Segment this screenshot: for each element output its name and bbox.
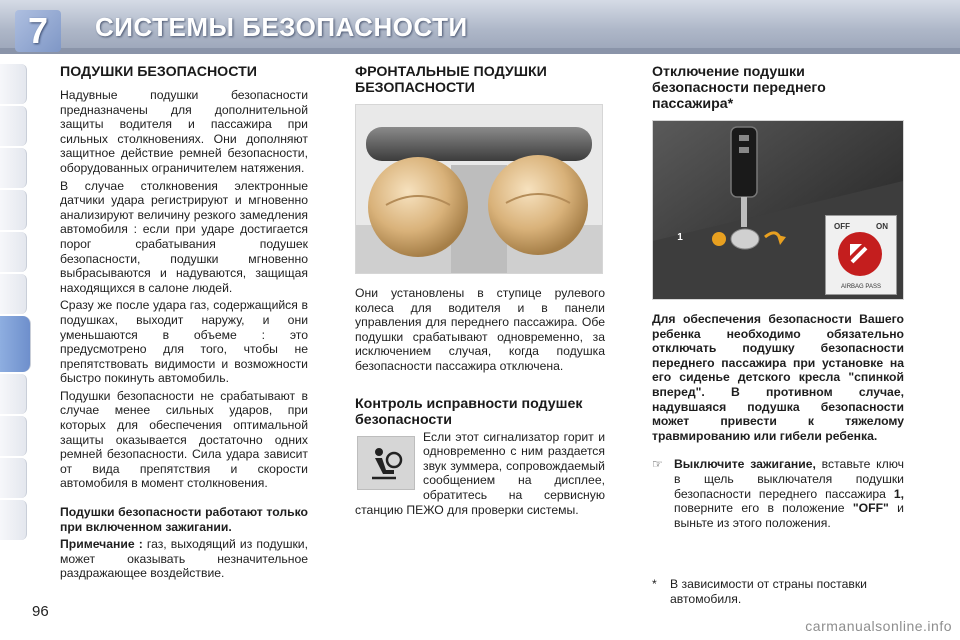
- column-airbags-intro: [60, 64, 308, 584]
- paragraph: Они установлены в ступице рулевого колеса для водителя и в панели управления для переднего пассажира. Обе подушки срабатывают одновременно, за исключением случая, когда подушка безопасности пассажира отключена.: [355, 286, 605, 373]
- off-on-inset: [825, 215, 897, 295]
- off-position-ref: "OFF": [852, 501, 889, 516]
- chapter-tab[interactable]: [0, 374, 27, 414]
- inset-off-label: OFF: [834, 222, 850, 231]
- inset-caption: AIRBAG PASS: [841, 284, 881, 290]
- note-label: Примечание :: [60, 537, 143, 552]
- section-heading: ФРОНТАЛЬНЫЕ ПОДУШКИ БЕЗОПАСНОСТИ: [355, 64, 547, 96]
- child-seat-warning: Для обеспечения безопасности Вашего ребенка необходимо обязательно отключать подушку безопасности переднего пассажира при установке на его сиденье детского кресла "спинкой вперед". В противном случае, надувшаяся подушка безопасности может привести к тяжелому травмированию или гибели ребенка.: [652, 312, 904, 443]
- section-heading: ПОДУШКИ БЕЗОПАСНОСТИ: [60, 64, 257, 80]
- paragraph: Сразу же после удара газ, содержащийся в подушках, выходит наружу, и они уменьшаются в объеме : это предусмотрено для того, чтобы не препятствовать видимости и возможности быстро покинуть автомобиль.: [60, 298, 308, 386]
- chapter-tab[interactable]: [0, 190, 27, 230]
- airbag-switch-illustration: [652, 120, 904, 300]
- instruction-part: поверните его в положение: [674, 501, 853, 516]
- chapter-tab[interactable]: [0, 500, 27, 540]
- page-number: 96: [32, 603, 49, 620]
- instruction-part: вставьте ключ в щель выключателя подушки безопасности переднего пассажира: [674, 457, 904, 501]
- chapter-tab[interactable]: [0, 148, 27, 188]
- header-underline: [0, 48, 960, 54]
- chapter-tab[interactable]: [0, 458, 27, 498]
- callout-number: 1: [677, 232, 683, 243]
- airbag-warning-lamp: [357, 436, 415, 490]
- footnote-mark: *: [652, 577, 657, 591]
- instruction-text: [674, 457, 904, 530]
- pointing-hand-icon: ☞: [652, 457, 663, 472]
- chapter-title: СИСТЕМЫ БЕЗОПАСНОСТИ: [95, 12, 468, 42]
- chapter-tab[interactable]: [0, 106, 27, 146]
- instruction-part: и выньте из этого положения.: [674, 501, 904, 530]
- watermark: carmanualsonline.info: [805, 618, 952, 634]
- section-heading: Отключение подушки безопасности переднего пассажира*: [652, 64, 826, 112]
- note-text: газ, выходящий из подушки, может оказывать незначительное раздражающее воздействие.: [60, 537, 308, 581]
- airbag-warning-icon: [366, 443, 406, 483]
- airbags-deployed-image: [356, 105, 602, 273]
- chapter-tab-active[interactable]: [0, 316, 31, 372]
- footnote: [652, 577, 904, 606]
- chapter-tab-strip: [0, 64, 26, 542]
- arrow-icon: [838, 232, 882, 276]
- chapter-tab[interactable]: [0, 232, 27, 272]
- column-passenger-airbag-off: [652, 64, 904, 530]
- front-airbags-illustration: [355, 104, 603, 274]
- inset-on-label: ON: [876, 222, 888, 231]
- paragraph: В случае столкновения электронные датчики удара регистрируют и мгновенно анализируют величину резкого замедления автомобиля : если при ударе достигается порог срабатывания подушек безопасности, подушки мгновенно выбрасываются и надуваются, защищая находящихся в салоне людей.: [60, 178, 308, 295]
- chapter-tab[interactable]: [0, 416, 27, 456]
- paragraph: Если этот сигнализатор горит и одновременно с ним раздается звук зуммера, сопровождаемый сообщением на дисплее, обратитесь на сервисную станцию ПЕЖО для проверки системы.: [355, 429, 605, 517]
- footnote-text: В зависимости от страны поставки автомобиля.: [670, 577, 867, 606]
- instruction-bold: Выключите зажигание,: [674, 457, 816, 472]
- column-front-airbags: [355, 64, 605, 520]
- bold-note: Подушки безопасности работают только при включенном зажигании.: [60, 505, 308, 534]
- paragraph: Надувные подушки безопасности предназначены для дополнительной защиты водителя и пассажира при сильных столкновениях. Они дополняют защитное действие ремней безопасности, оборудованных ограничителем натяжения.: [60, 88, 308, 175]
- chapter-tab[interactable]: [0, 274, 27, 314]
- paragraph: Подушки безопасности не срабатывают в случае менее сильных ударов, при которых для обеспечения оптимальной защиты оказывается достаточно одних ремней безопасности. Сила удара зависит от вида препятствия и скорости автомобиля в момент столкновения.: [60, 388, 308, 491]
- instruction-bullet: [652, 457, 904, 530]
- note-paragraph: [60, 537, 308, 581]
- chapter-number-badge: 7: [15, 10, 61, 52]
- switch-dial: [838, 232, 882, 276]
- chapter-tab[interactable]: [0, 64, 27, 104]
- switch-position-ref: 1,: [893, 486, 904, 501]
- subsection-heading: Контроль исправности подушек безопасности: [355, 395, 583, 428]
